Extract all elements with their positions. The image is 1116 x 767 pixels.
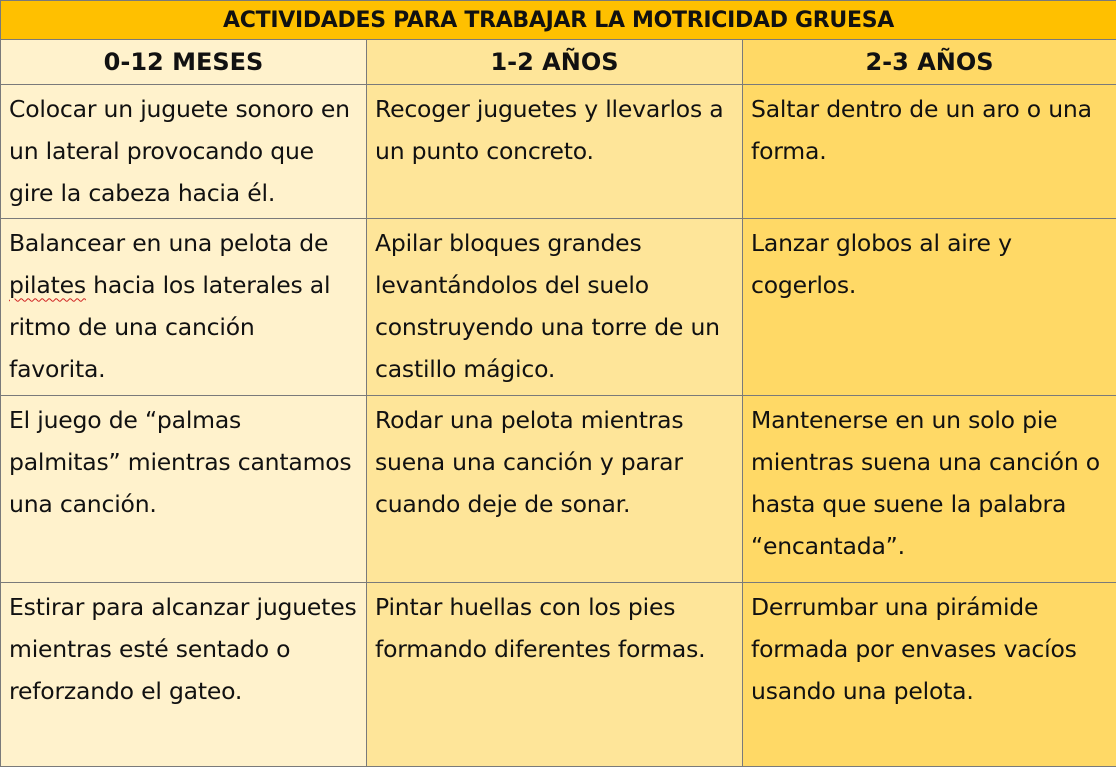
table-cell: Estirar para alcanzar juguetes mientras esté sentado o reforzando el gateo. xyxy=(1,582,367,766)
table-cell: Lanzar globos al aire y cogerlos. xyxy=(743,219,1116,396)
table-cell xyxy=(1,219,367,396)
table-cell: Colocar un juguete sonoro en un lateral provocando que gire la cabeza hacia él. xyxy=(1,85,367,219)
column-header-1-2-anos: 1-2 AÑOS xyxy=(367,40,743,85)
table-cell: Apilar bloques grandes levantándolos del suelo construyendo una torre de un castillo mágico. xyxy=(367,219,743,396)
table-cell: Mantenerse en un solo pie mientras suena una canción o hasta que suene la palabra “encantada”. xyxy=(743,396,1116,582)
table-title: ACTIVIDADES PARA TRABAJAR LA MOTRICIDAD GRUESA xyxy=(1,1,1116,40)
table-row xyxy=(1,85,1116,219)
table-cell: El juego de “palmas palmitas” mientras cantamos una canción. xyxy=(1,396,367,582)
header-row xyxy=(1,40,1116,85)
column-header-2-3-anos: 2-3 AÑOS xyxy=(743,40,1116,85)
title-row xyxy=(1,1,1116,40)
table-cell: Saltar dentro de un aro o una forma. xyxy=(743,85,1116,219)
column-header-0-12-meses: 0-12 MESES xyxy=(1,40,367,85)
table-cell: Pintar huellas con los pies formando diferentes formas. xyxy=(367,582,743,766)
cell-text-part: hacia los laterales al ritmo de una canción favorita. xyxy=(9,271,331,384)
table-row xyxy=(1,219,1116,396)
table-cell: Recoger juguetes y llevarlos a un punto concreto. xyxy=(367,85,743,219)
table-cell: Derrumbar una pirámide formada por envases vacíos usando una pelota. xyxy=(743,582,1116,766)
cell-text-part: Balancear en una pelota de xyxy=(9,229,329,258)
table-row xyxy=(1,396,1116,582)
table-row xyxy=(1,582,1116,766)
table-cell: Rodar una pelota mientras suena una canción y parar cuando deje de sonar. xyxy=(367,396,743,582)
misspelled-word: pilates xyxy=(9,271,86,300)
